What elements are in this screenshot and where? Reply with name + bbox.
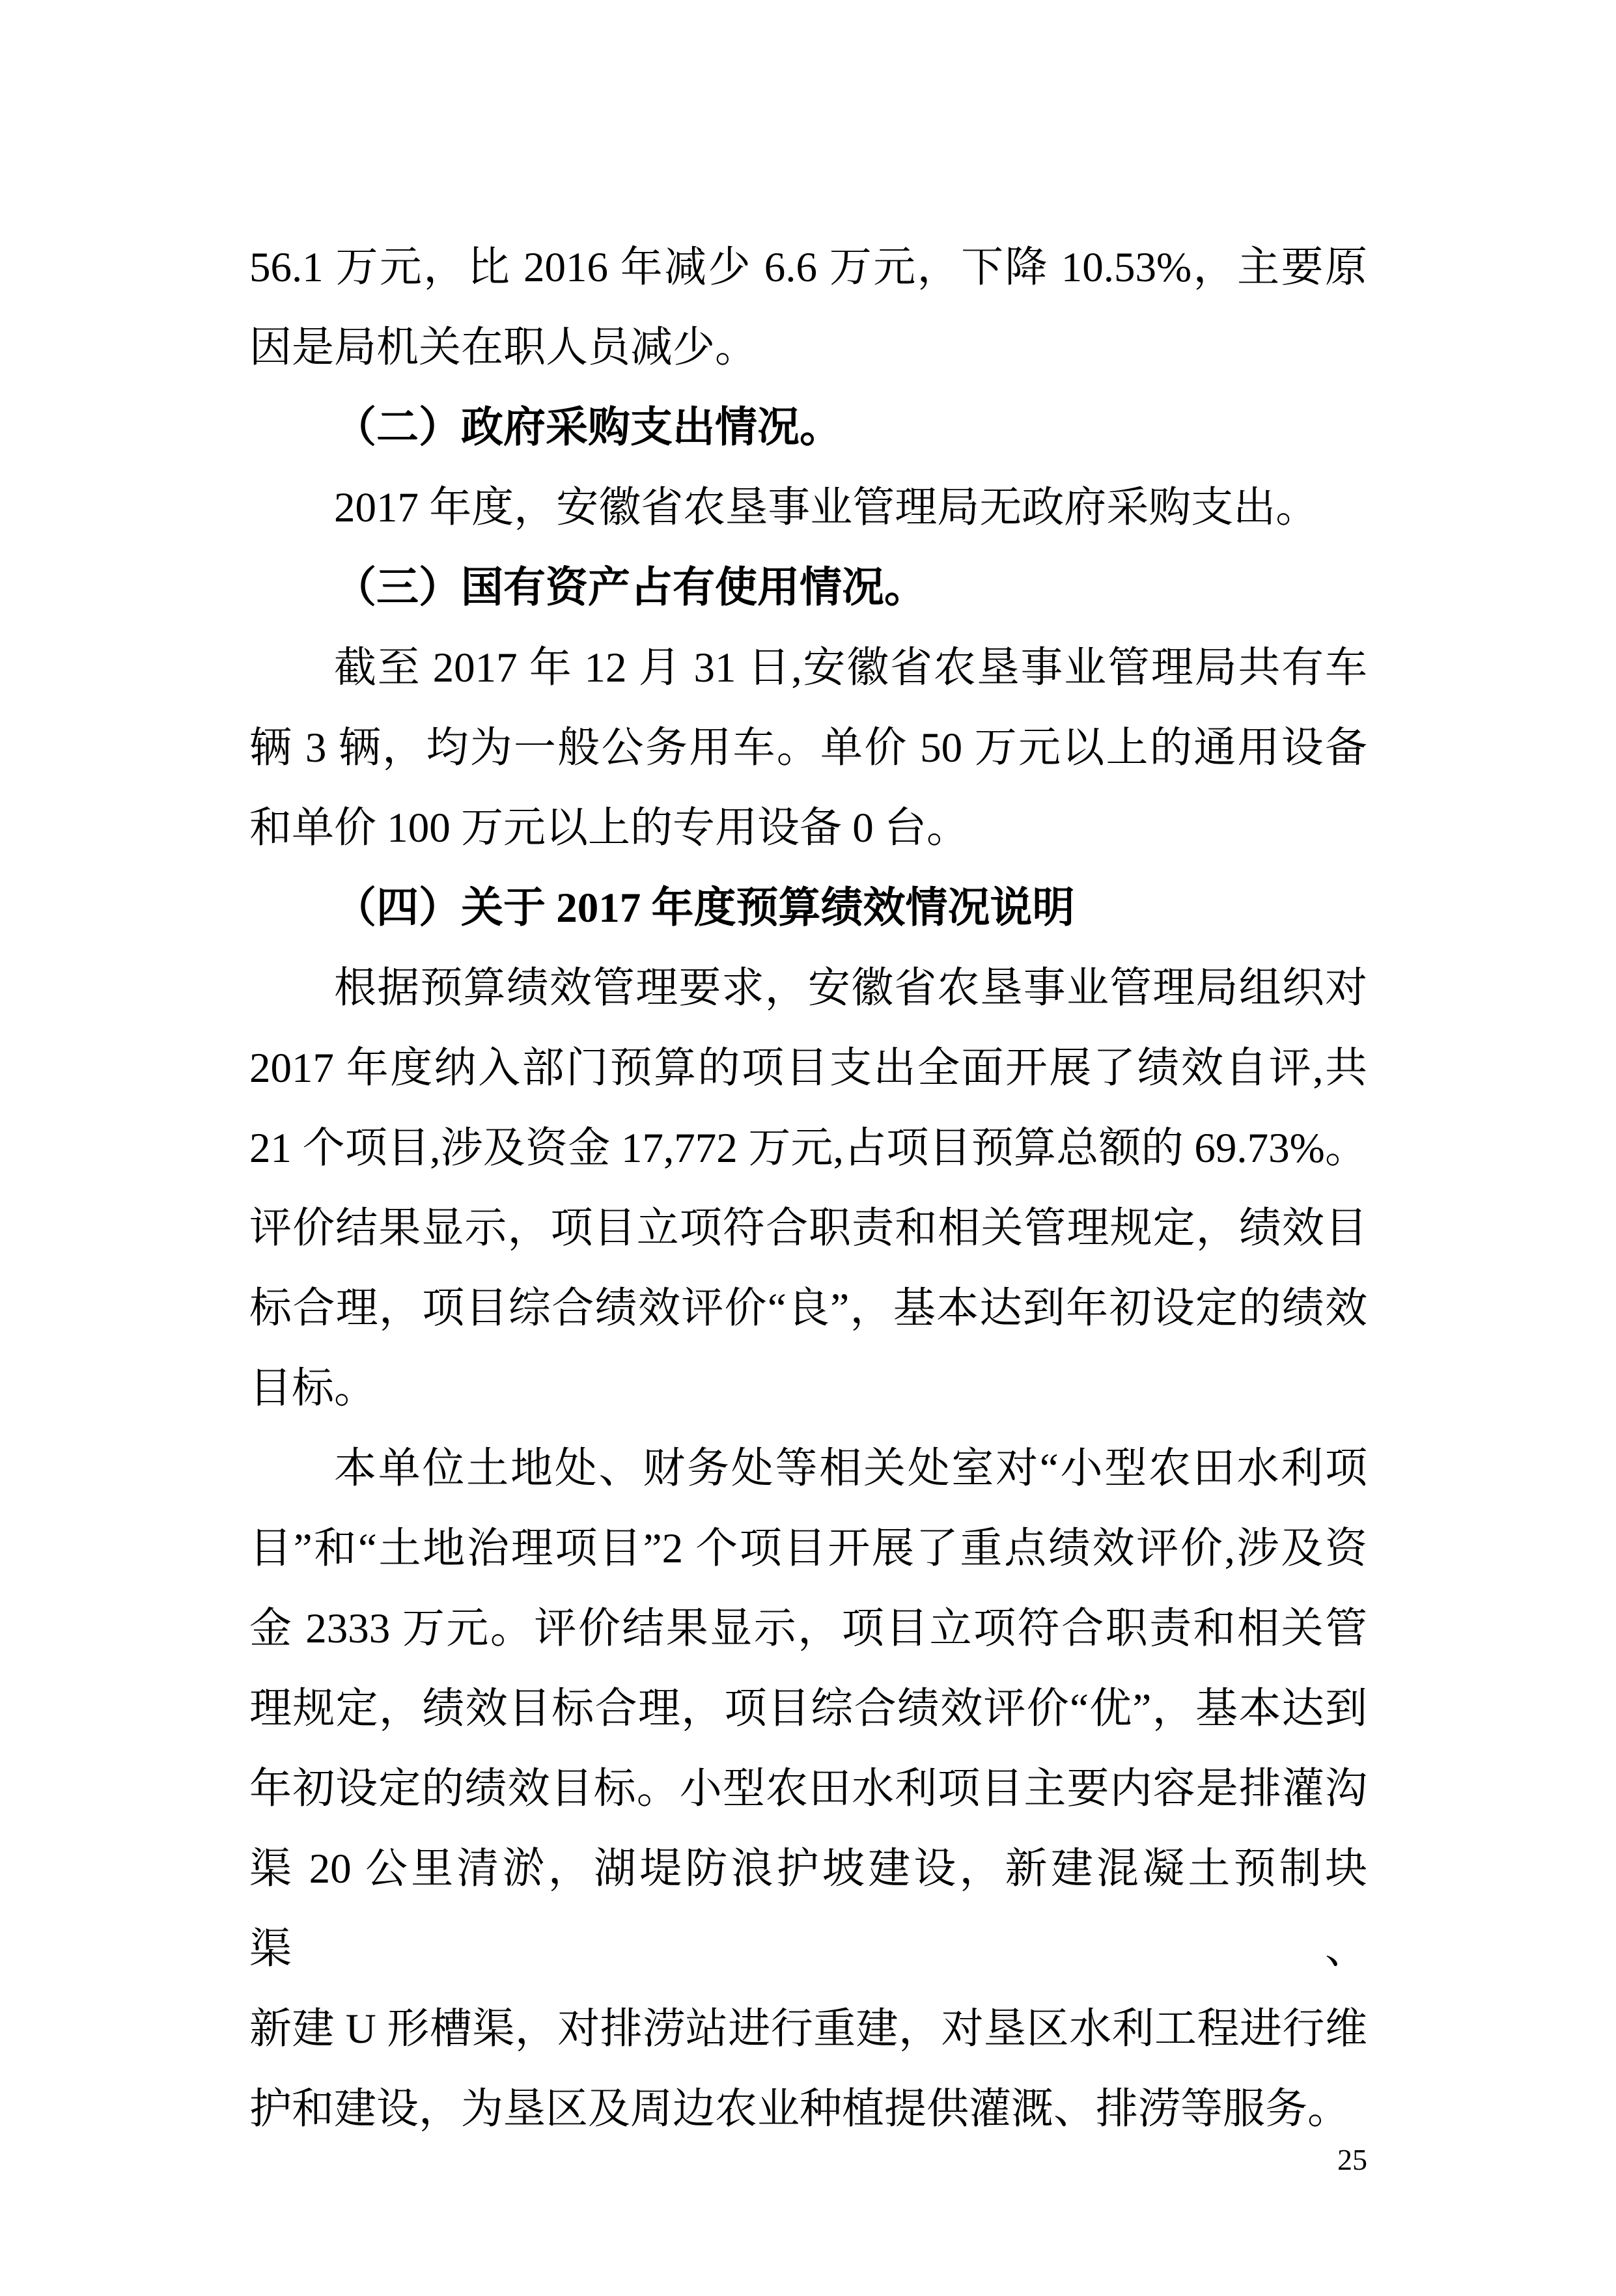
document-body [249, 228, 1367, 2150]
text-line-13: 评价结果显示，项目立项符合职责和相关管理规定，绩效目 [249, 1205, 1367, 1252]
section-heading-2: （二）政府采购支出情况。 [334, 404, 843, 451]
text-line-1: 56.1 万元，比 2016 年减少 6.6 万元，下降 10.53%，主要原 [249, 244, 1367, 291]
text-line-17: 目”和“土地治理项目”2 个项目开展了重点绩效评价,涉及资 [249, 1525, 1367, 1572]
text-line-22: 新建 U 形槽渠，对排涝站进行重建，对垦区水利工程进行维 [249, 2006, 1367, 2053]
text-line-18: 金 2333 万元。评价结果显示，项目立项符合职责和相关管 [249, 1605, 1367, 1652]
page-number: 25 [1337, 2143, 1367, 2176]
text-line-7: 辆 3 辆，均为一般公务用车。单价 50 万元以上的通用设备 [249, 725, 1367, 771]
section-heading-4: （四）关于 2017 年度预算绩效情况说明 [334, 885, 1075, 932]
section-heading-3: （三）国有资产占有使用情况。 [334, 564, 927, 611]
text-line-14: 标合理，项目综合绩效评价“良”，基本达到年初设定的绩效 [249, 1285, 1367, 1332]
text-line-4: 2017 年度，安徽省农垦事业管理局无政府采购支出。 [334, 484, 1318, 531]
text-line-12: 21 个项目,涉及资金 17,772 万元,占项目预算总额的 69.73%。 [249, 1125, 1367, 1172]
text-line-10: 根据预算绩效管理要求，安徽省农垦事业管理局组织对 [334, 965, 1367, 1012]
text-line-8: 和单价 100 万元以上的专用设备 0 台。 [249, 805, 969, 851]
text-line-20: 年初设定的绩效目标。小型农田水利项目主要内容是排灌沟 [249, 1765, 1367, 1812]
text-line-23: 护和建设，为垦区及周边农业种植提供灌溉、排涝等服务。 [249, 2086, 1350, 2133]
text-line-19: 理规定，绩效目标合理，项目综合绩效评价“优”，基本达到 [249, 1685, 1367, 1732]
text-line-16: 本单位土地处、财务处等相关处室对“小型农田水利项 [334, 1445, 1367, 1492]
text-line-6: 截至 2017 年 12 月 31 日,安徽省农垦事业管理局共有车 [334, 644, 1367, 691]
text-line-21: 渠 20 公里清淤，湖堤防浪护坡建设，新建混凝土预制块渠、 [249, 1846, 1367, 1972]
text-line-15: 目标。 [249, 1365, 377, 1412]
text-line-11: 2017 年度纳入部门预算的项目支出全面开展了绩效自评,共 [249, 1045, 1367, 1092]
text-line-2: 因是局机关在职人员减少。 [249, 324, 758, 371]
